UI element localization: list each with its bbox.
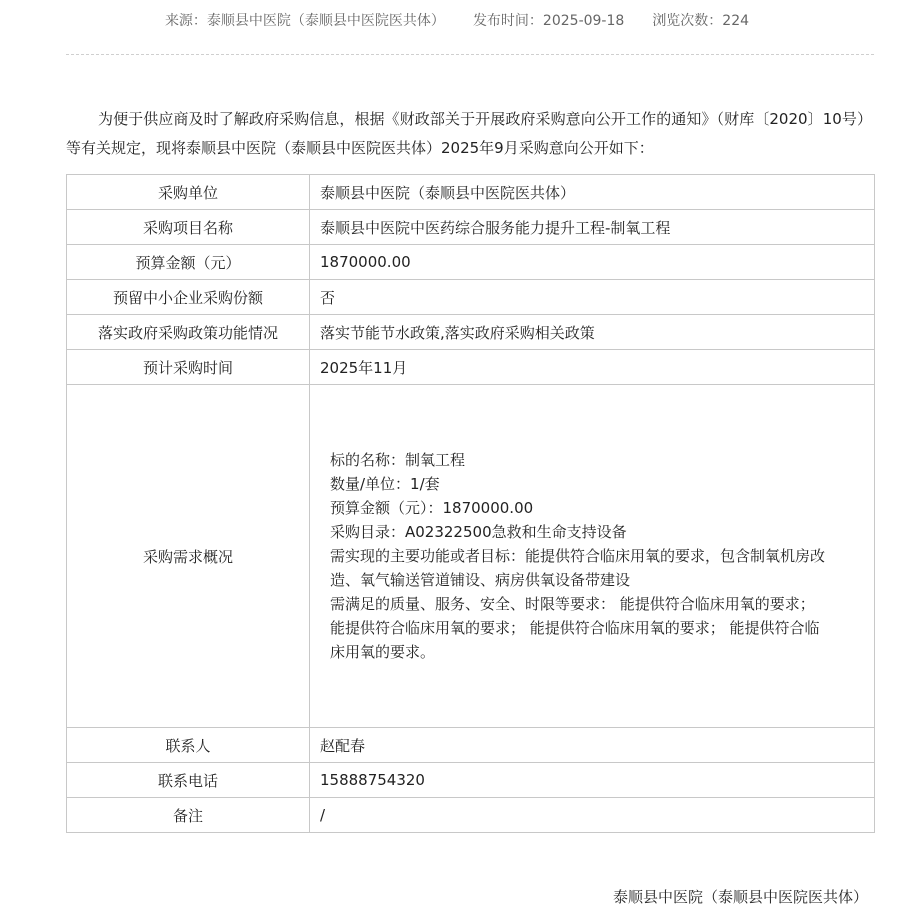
req-item-catalog: 采购目录：A02322500急救和生命支持设备 xyxy=(330,523,627,541)
table-row xyxy=(67,385,875,728)
procurement-table xyxy=(66,174,875,833)
contact-label: 联系人 xyxy=(67,728,310,763)
table-row xyxy=(67,350,875,385)
time-value: 2025年11月 xyxy=(310,350,875,385)
intro-paragraph: 为便于供应商及时了解政府采购信息，根据《财政部关于开展政府采购意向公开工作的通知》（财库〔2020〕10号）等有关规定，现将泰顺县中医院（泰顺县中医院医共体）2025年9月采购意向公开如下： xyxy=(66,110,872,157)
remark-label: 备注 xyxy=(67,798,310,833)
remark-value: / xyxy=(310,798,875,833)
phone-label: 联系电话 xyxy=(67,763,310,798)
project-value: 泰顺县中医院中医药综合服务能力提升工程-制氧工程 xyxy=(310,210,875,245)
table-row xyxy=(67,728,875,763)
table-row xyxy=(67,175,875,210)
unit-label: 采购单位 xyxy=(67,175,310,210)
table-row xyxy=(67,315,875,350)
req-item-quality: 需满足的质量、服务、安全、时限等要求： 能提供符合临床用氧的要求； 能提供符合临床用氧的要求； 能提供符合临床用氧的要求； 能提供符合临床用氧的要求。 xyxy=(330,595,820,661)
table-row xyxy=(67,245,875,280)
table-row xyxy=(67,280,875,315)
source-text: 来源：泰顺县中医院（泰顺县中医院医共体） xyxy=(164,13,445,29)
project-label: 采购项目名称 xyxy=(67,210,310,245)
requirement-label: 采购需求概况 xyxy=(67,385,310,728)
sme-label: 预留中小企业采购份额 xyxy=(67,280,310,315)
policy-value: 落实节能节水政策,落实政府采购相关政策 xyxy=(310,315,875,350)
req-item-budget: 预算金额（元）：1870000.00 xyxy=(330,499,534,517)
req-item-quantity: 数量/单位：1/套 xyxy=(330,475,440,493)
requirement-cell xyxy=(310,385,875,728)
req-item-function: 需实现的主要功能或者目标：能提供符合临床用氧的要求，包含制氧机房改造、氧气输送管道铺设、病房供氧设备带建设 xyxy=(330,547,826,589)
requirement-summary xyxy=(310,448,874,664)
sme-value: 否 xyxy=(310,280,875,315)
req-item-name: 标的名称：制氧工程 xyxy=(330,451,466,469)
policy-label: 落实政府采购政策功能情况 xyxy=(67,315,310,350)
footer-signature: 泰顺县中医院（泰顺县中医院医共体） xyxy=(612,888,868,906)
meta-divider xyxy=(66,54,874,55)
view-count: 浏览次数：224 xyxy=(652,13,750,29)
budget-label: 预算金额（元） xyxy=(67,245,310,280)
publish-time: 发布时间：2025-09-18 xyxy=(472,13,625,29)
table-row xyxy=(67,210,875,245)
article-meta xyxy=(0,11,914,31)
budget-value: 1870000.00 xyxy=(310,245,875,280)
contact-value: 赵配春 xyxy=(310,728,875,763)
phone-value: 15888754320 xyxy=(310,763,875,798)
unit-value: 泰顺县中医院（泰顺县中医院医共体） xyxy=(310,175,875,210)
time-label: 预计采购时间 xyxy=(67,350,310,385)
table-row xyxy=(67,798,875,833)
table-row xyxy=(67,763,875,798)
